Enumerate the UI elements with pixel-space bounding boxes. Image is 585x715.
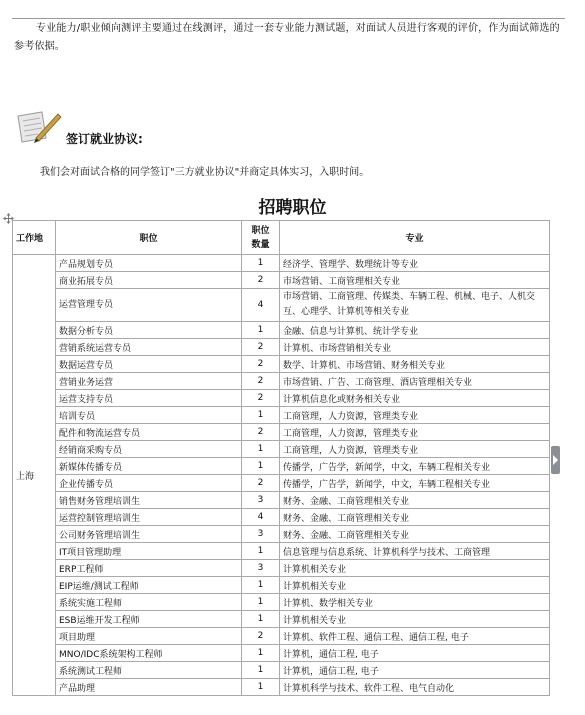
count-cell: 3 xyxy=(242,526,280,543)
intro-paragraph: 专业能力/职业倾向测评主要通过在线测评，通过一套专业能力测试题，对面试人员进行客观的评价，作为面试筛选的参考依据。 xyxy=(14,23,560,52)
position-cell: 销售财务管理培训生 xyxy=(56,492,242,509)
major-cell: 计算机相关专业 xyxy=(280,577,550,594)
table-row xyxy=(13,492,550,509)
major-cell: 信息管理与信息系统、计算机科学与技术、工商管理 xyxy=(280,543,550,560)
count-cell: 1 xyxy=(242,611,280,628)
table-row xyxy=(13,594,550,611)
position-cell: 培训专员 xyxy=(56,407,242,424)
count-cell: 1 xyxy=(242,594,280,611)
count-cell: 1 xyxy=(242,255,280,272)
count-cell: 2 xyxy=(242,628,280,645)
table-row xyxy=(13,424,550,441)
major-cell: 市场营销、工商管理、传媒类、车辆工程、机械、电子、人机交互、心理学、计算机等相关专业 xyxy=(280,289,550,322)
chevron-right-icon xyxy=(552,455,559,465)
table-row xyxy=(13,441,550,458)
major-cell: 工商管理，人力资源，管理类专业 xyxy=(280,441,550,458)
header-position: 职位 xyxy=(56,221,242,255)
major-cell: 金融、信息与计算机、统计学专业 xyxy=(280,322,550,339)
position-cell: EIP运维/测试工程师 xyxy=(56,577,242,594)
count-cell: 4 xyxy=(242,509,280,526)
major-cell: 计算机相关专业 xyxy=(280,611,550,628)
page-title: 招聘职位 xyxy=(258,198,327,218)
position-cell: 配件和物流运营专员 xyxy=(56,424,242,441)
major-cell: 计算机、数学相关专业 xyxy=(280,594,550,611)
position-cell: 系统实施工程师 xyxy=(56,594,242,611)
signing-pen-icon xyxy=(14,108,62,144)
city-cell: 上海 xyxy=(13,255,56,696)
major-cell: 计算机科学与技术、软件工程、电气自动化 xyxy=(280,679,550,696)
major-cell: 财务、金融、工商管理相关专业 xyxy=(280,492,550,509)
position-cell: 营销业务运营 xyxy=(56,373,242,390)
table-row xyxy=(13,577,550,594)
major-cell: 财务、金融、工商管理相关专业 xyxy=(280,509,550,526)
table-row xyxy=(13,272,550,289)
count-cell: 1 xyxy=(242,441,280,458)
major-cell: 传播学，广告学，新闻学，中文，车辆工程相关专业 xyxy=(280,475,550,492)
position-cell: 运营控制管理培训生 xyxy=(56,509,242,526)
count-cell: 2 xyxy=(242,475,280,492)
count-cell: 2 xyxy=(242,356,280,373)
table-row xyxy=(13,611,550,628)
table-row xyxy=(13,390,550,407)
table-row xyxy=(13,645,550,662)
count-cell: 1 xyxy=(242,662,280,679)
major-cell: 财务、金融、工商管理相关专业 xyxy=(280,526,550,543)
table-row xyxy=(13,255,550,272)
table-header-row xyxy=(13,221,550,255)
table-body xyxy=(13,255,550,696)
position-cell: 新媒体传播专员 xyxy=(56,458,242,475)
position-cell: 经销商采购专员 xyxy=(56,441,242,458)
table-row xyxy=(13,289,550,322)
header-location: 工作地 xyxy=(13,221,56,255)
count-cell: 1 xyxy=(242,645,280,662)
position-cell: 营销系统运营专员 xyxy=(56,339,242,356)
count-cell: 1 xyxy=(242,458,280,475)
position-cell: 数据运营专员 xyxy=(56,356,242,373)
count-cell: 4 xyxy=(242,289,280,322)
count-cell: 2 xyxy=(242,424,280,441)
count-cell: 2 xyxy=(242,339,280,356)
top-rule xyxy=(12,18,565,19)
position-cell: ERP工程师 xyxy=(56,560,242,577)
position-cell: 公司财务管理培训生 xyxy=(56,526,242,543)
position-cell: 产品规划专员 xyxy=(56,255,242,272)
major-cell: 计算机信息化或财务相关专业 xyxy=(280,390,550,407)
count-cell: 3 xyxy=(242,560,280,577)
major-cell: 计算机，通信工程, 电子 xyxy=(280,662,550,679)
header-count: 职位 数量 xyxy=(242,221,280,255)
table-row xyxy=(13,373,550,390)
position-cell: 产品助理 xyxy=(56,679,242,696)
major-cell: 工商管理，人力资源，管理类专业 xyxy=(280,407,550,424)
position-cell: 商业拓展专员 xyxy=(56,272,242,289)
positions-table xyxy=(12,220,550,696)
signing-title: 签订就业协议: xyxy=(66,132,143,146)
major-cell: 数学、计算机、市场营销、财务相关专业 xyxy=(280,356,550,373)
position-cell: 项目助理 xyxy=(56,628,242,645)
table-row xyxy=(13,339,550,356)
count-cell: 1 xyxy=(242,322,280,339)
table-row xyxy=(13,679,550,696)
count-cell: 3 xyxy=(242,492,280,509)
count-cell: 1 xyxy=(242,577,280,594)
position-cell: 企业传播专员 xyxy=(56,475,242,492)
table-row xyxy=(13,628,550,645)
table-row xyxy=(13,322,550,339)
table-row xyxy=(13,526,550,543)
major-cell: 计算机，通信工程, 电子 xyxy=(280,645,550,662)
major-cell: 计算机、市场营销相关专业 xyxy=(280,339,550,356)
major-cell: 经济学、管理学、数理统计等专业 xyxy=(280,255,550,272)
position-cell: IT项目管理助理 xyxy=(56,543,242,560)
position-cell: 系统测试工程师 xyxy=(56,662,242,679)
major-cell: 计算机、软件工程、通信工程、通信工程, 电子 xyxy=(280,628,550,645)
table-row xyxy=(13,509,550,526)
position-cell: 运营管理专员 xyxy=(56,289,242,322)
position-cell: 数据分析专员 xyxy=(56,322,242,339)
major-cell: 市场营销、工商管理相关专业 xyxy=(280,272,550,289)
table-row xyxy=(13,356,550,373)
signing-text: 我们会对面试合格的同学签订"三方就业协议"并商定具体实习，入职时间。 xyxy=(40,167,370,178)
major-cell: 市场营销、广告、工商管理、酒店管理相关专业 xyxy=(280,373,550,390)
count-cell: 2 xyxy=(242,272,280,289)
count-cell: 1 xyxy=(242,407,280,424)
header-major: 专业 xyxy=(280,221,550,255)
table-row xyxy=(13,475,550,492)
side-expand-handle[interactable] xyxy=(551,446,560,474)
count-cell: 2 xyxy=(242,390,280,407)
table-row xyxy=(13,662,550,679)
major-cell: 传播学，广告学，新闻学，中文，车辆工程相关专业 xyxy=(280,458,550,475)
count-cell: 1 xyxy=(242,543,280,560)
table-row xyxy=(13,560,550,577)
major-cell: 计算机相关专业 xyxy=(280,560,550,577)
count-cell: 1 xyxy=(242,679,280,696)
count-cell: 2 xyxy=(242,373,280,390)
position-cell: 运营支持专员 xyxy=(56,390,242,407)
table-row xyxy=(13,543,550,560)
major-cell: 工商管理，人力资源，管理类专业 xyxy=(280,424,550,441)
position-cell: MNO/IDC系统架构工程师 xyxy=(56,645,242,662)
table-row xyxy=(13,458,550,475)
position-cell: ESB运维开发工程师 xyxy=(56,611,242,628)
table-move-handle-icon[interactable] xyxy=(3,209,14,220)
table-row xyxy=(13,407,550,424)
